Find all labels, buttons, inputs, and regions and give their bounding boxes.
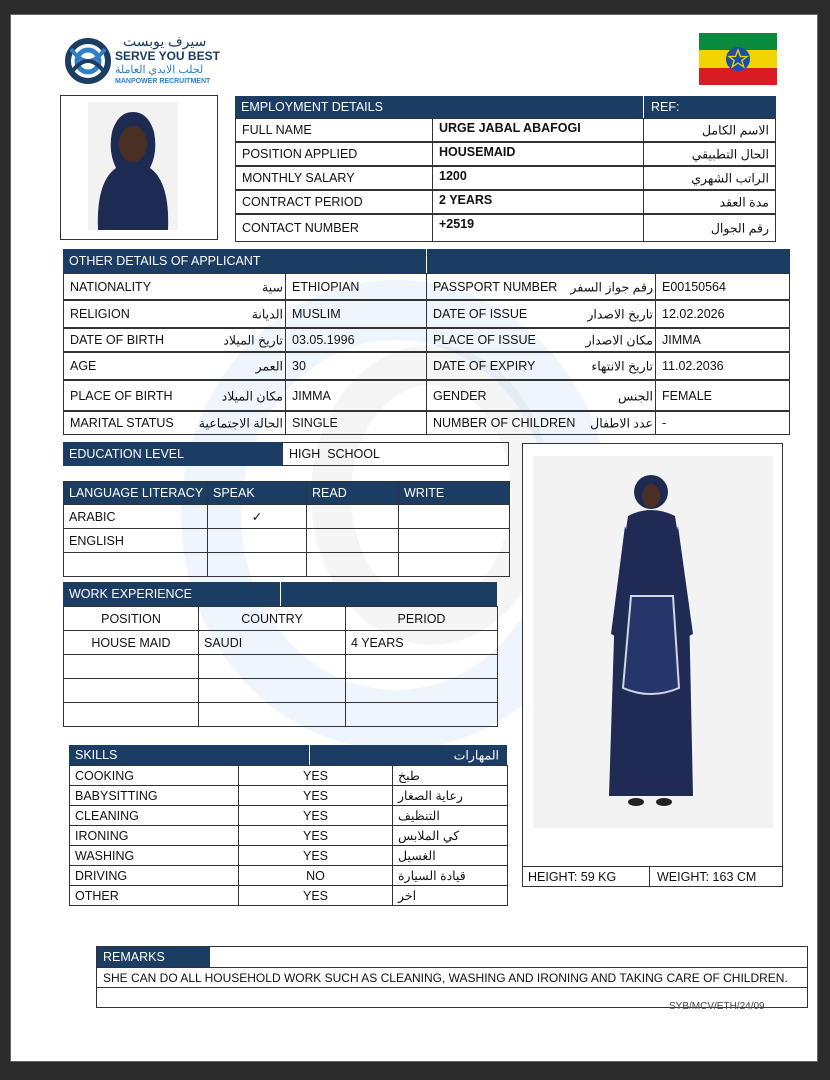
work-header-period: PERIOD <box>346 607 498 631</box>
skill-name: DRIVING <box>70 866 239 886</box>
other-right-label-cell <box>426 411 656 435</box>
other-right-value-cell <box>655 352 790 380</box>
other-left-label: NATIONALITY <box>70 279 152 294</box>
other-right-label: PASSPORT NUMBER <box>433 279 558 294</box>
work-period: 4 YEARS <box>346 631 498 655</box>
work-header-row <box>64 607 498 631</box>
work-row <box>64 655 498 679</box>
skill-row <box>70 886 508 906</box>
skills-table <box>69 765 508 906</box>
employment-value-cell <box>432 142 644 166</box>
remarks-title: REMARKS <box>103 950 165 964</box>
work-position <box>64 679 199 703</box>
other-left-value-cell <box>285 328 427 352</box>
skill-row <box>70 766 508 786</box>
work-position: HOUSE MAID <box>64 631 199 655</box>
remarks-box <box>96 946 808 1008</box>
skill-value: YES <box>239 826 393 846</box>
other-left-value-cell <box>285 300 427 328</box>
measurements-divider <box>649 867 650 887</box>
other-right-value: FEMALE <box>662 388 713 403</box>
skill-name-ar: طبخ <box>393 766 508 786</box>
height-value: HEIGHT: 59 KG <box>528 870 617 884</box>
skill-name: IRONING <box>70 826 239 846</box>
work-country <box>199 679 346 703</box>
employment-label-cell <box>235 118 433 142</box>
other-right-label-cell <box>426 352 656 380</box>
other-left-label-cell <box>63 300 286 328</box>
other-right-label-cell <box>426 273 656 300</box>
other-right-label: PLACE OF ISSUE <box>433 333 536 347</box>
employment-details <box>235 96 776 242</box>
other-left-label-cell <box>63 328 286 352</box>
remarks-header <box>97 947 210 967</box>
other-row <box>63 411 790 435</box>
employment-ar-cell <box>643 214 776 242</box>
other-right-label-ar: مكان الاصدار <box>585 333 653 348</box>
employment-row <box>235 142 776 166</box>
language-table <box>63 481 510 577</box>
other-left-label-ar: العمر <box>255 359 283 374</box>
work-title: WORK EXPERIENCE <box>69 587 192 601</box>
skill-value: YES <box>239 806 393 826</box>
portrait-photo <box>88 102 178 230</box>
skill-name-ar: التنظيف <box>393 806 508 826</box>
skill-row <box>70 806 508 826</box>
skill-name: BABYSITTING <box>70 786 239 806</box>
other-left-label-cell <box>63 273 286 300</box>
employment-value: URGE JABAL ABAFOGI <box>439 121 581 135</box>
skill-row <box>70 826 508 846</box>
other-right-label-ar: رقم جواز السفر <box>570 280 653 294</box>
employment-value-cell <box>432 166 644 190</box>
ref-divider <box>643 96 644 118</box>
other-row <box>63 273 790 300</box>
employment-row <box>235 214 776 242</box>
ref-label: REF: <box>651 100 680 114</box>
other-left-label-cell <box>63 411 286 435</box>
other-right-label-ar: تاريخ الانتهاء <box>591 359 653 374</box>
skill-name-ar: قيادة السيارة <box>393 866 508 886</box>
other-row <box>63 352 790 380</box>
employment-label-cell <box>235 142 433 166</box>
work-period <box>346 703 498 727</box>
other-right-label-ar: الجنس <box>617 389 653 403</box>
measurements-row <box>522 866 783 887</box>
skills-title-ar: المهارات <box>453 748 499 763</box>
other-left-label-ar: سية <box>262 280 283 294</box>
employment-value: 2 YEARS <box>439 193 493 207</box>
other-left-value-cell <box>285 411 427 435</box>
other-left-value: ETHIOPIAN <box>292 279 360 294</box>
other-right-label-cell <box>426 380 656 411</box>
language-write <box>399 505 510 529</box>
work-header-position: POSITION <box>64 607 199 631</box>
employment-ar-cell <box>643 142 776 166</box>
work-row <box>64 631 498 655</box>
other-left-value: 03.05.1996 <box>292 333 355 347</box>
employment-label: CONTRACT PERIOD <box>242 195 363 209</box>
skill-row <box>70 866 508 886</box>
other-row <box>63 380 790 411</box>
other-left-label: PLACE OF BIRTH <box>70 388 173 403</box>
skill-row <box>70 786 508 806</box>
logo-knot-icon <box>63 33 113 89</box>
other-header-divider <box>426 249 427 273</box>
employment-label: MONTHLY SALARY <box>242 171 355 185</box>
work-country <box>199 655 346 679</box>
language-write <box>399 553 510 577</box>
remarks-line <box>97 967 807 968</box>
employment-ar-cell <box>643 118 776 142</box>
other-left-value: JIMMA <box>292 388 331 403</box>
other-left-label-ar: تاريخ الميلاد <box>223 333 283 348</box>
language-row <box>64 553 510 577</box>
employment-ar-cell <box>643 166 776 190</box>
language-header-read: READ <box>307 482 399 505</box>
skill-value: YES <box>239 886 393 906</box>
other-left-label-cell <box>63 352 286 380</box>
other-left-label-ar: مكان الميلاد <box>221 389 283 403</box>
brand-tagline: MANPOWER RECRUITMENT <box>115 78 211 85</box>
employment-title: EMPLOYMENT DETAILS <box>241 100 383 114</box>
skills-header-divider <box>309 745 310 765</box>
skill-name: WASHING <box>70 846 239 866</box>
other-left-label: MARITAL STATUS <box>70 416 174 430</box>
other-right-label: NUMBER OF CHILDREN <box>433 416 576 430</box>
skill-name: COOKING <box>70 766 239 786</box>
language-name: ENGLISH <box>64 529 208 553</box>
other-right-value-cell <box>655 380 790 411</box>
other-right-label-ar: عدد الاطفال <box>590 416 653 431</box>
education-label: EDUCATION LEVEL <box>69 447 185 461</box>
other-right-value-cell <box>655 300 790 328</box>
work-country: SAUDI <box>199 631 346 655</box>
other-left-value: MUSLIM <box>292 307 341 321</box>
language-write <box>399 529 510 553</box>
employment-label-ar: الراتب الشهري <box>691 171 769 186</box>
brand-arabic-name: سيرف يوبست <box>123 33 207 49</box>
brand-arabic-sub: لجلب الايدي العاملة <box>115 64 204 76</box>
skill-name: CLEANING <box>70 806 239 826</box>
other-left-label-ar: الحالة الاجتماعية <box>198 416 283 431</box>
other-right-value: 11.02.2036 <box>662 359 724 373</box>
other-right-label-cell <box>426 328 656 352</box>
language-read <box>307 529 399 553</box>
flag-emblem-icon <box>725 46 751 72</box>
skill-name-ar: كي الملابس <box>393 826 508 846</box>
full-body-frame <box>522 443 783 887</box>
employment-label: CONTACT NUMBER <box>242 221 359 235</box>
other-left-label-cell <box>63 380 286 411</box>
work-position <box>64 655 199 679</box>
skill-row <box>70 846 508 866</box>
employment-value: +2519 <box>439 217 475 231</box>
work-row <box>64 679 498 703</box>
other-right-value: 12.02.2026 <box>662 307 725 321</box>
employment-value: 1200 <box>439 169 467 183</box>
other-right-label-ar: تاريخ الاصدار <box>587 307 653 322</box>
language-row <box>64 529 510 553</box>
other-left-value: 30 <box>292 359 306 373</box>
portrait-frame <box>60 95 218 240</box>
employment-value-cell <box>432 118 644 142</box>
employment-label-ar: رقم الجوال <box>710 221 769 236</box>
work-header-country: COUNTRY <box>199 607 346 631</box>
language-read <box>307 553 399 577</box>
employment-row <box>235 190 776 214</box>
skill-name-ar: الغسيل <box>393 846 508 866</box>
skill-value: YES <box>239 786 393 806</box>
other-left-value-cell <box>285 352 427 380</box>
other-right-value: - <box>662 416 667 430</box>
language-row <box>64 505 510 529</box>
skills-header <box>69 745 507 765</box>
other-left-label: RELIGION <box>70 307 130 321</box>
language-header-row <box>64 482 510 505</box>
language-name <box>64 553 208 577</box>
other-right-value-cell <box>655 273 790 300</box>
skill-name-ar: اخر <box>393 886 508 906</box>
work-table <box>63 606 498 727</box>
other-left-label: DATE OF BIRTH <box>70 333 164 347</box>
language-name: ARABIC <box>64 505 208 529</box>
language-header-write: WRITE <box>399 482 510 505</box>
employment-value-cell <box>432 214 644 242</box>
other-left-value-cell <box>285 273 427 300</box>
employment-label-ar: الحال التطبيقي <box>691 147 769 162</box>
employment-label: FULL NAME <box>242 123 312 137</box>
skill-value: YES <box>239 766 393 786</box>
other-left-value-cell <box>285 380 427 411</box>
other-right-value-cell <box>655 328 790 352</box>
work-row <box>64 703 498 727</box>
other-title: OTHER DETAILS OF APPLICANT <box>69 254 261 268</box>
ethiopia-flag <box>699 33 777 85</box>
other-row <box>63 300 790 328</box>
work-position <box>64 703 199 727</box>
employment-value-cell <box>432 190 644 214</box>
other-right-label: DATE OF EXPIRY <box>433 359 536 373</box>
skills-title: SKILLS <box>75 748 118 762</box>
work-period <box>346 655 498 679</box>
remarks-line-bottom <box>97 987 807 988</box>
employment-row <box>235 118 776 142</box>
company-logo <box>63 33 223 91</box>
education-row <box>63 442 509 466</box>
education-label-cell <box>63 442 282 466</box>
other-right-label: DATE OF ISSUE <box>433 307 528 321</box>
employment-label-cell <box>235 190 433 214</box>
language-speak: ✓ <box>208 505 307 529</box>
employment-label-cell <box>235 214 433 242</box>
cv-page <box>10 14 818 1062</box>
other-row <box>63 328 790 352</box>
education-value-cell <box>282 442 509 466</box>
language-speak <box>208 529 307 553</box>
other-left-value: SINGLE <box>292 416 338 430</box>
education-value: HIGH SCHOOL <box>289 447 380 461</box>
skill-name-ar: رعاية الصغار <box>393 786 508 806</box>
employment-label-cell <box>235 166 433 190</box>
language-header-literacy: LANGUAGE LITERACY <box>64 482 208 505</box>
skill-name: OTHER <box>70 886 239 906</box>
employment-label-ar: مدة العقد <box>719 195 769 210</box>
employment-ar-cell <box>643 190 776 214</box>
other-right-value: JIMMA <box>662 333 701 347</box>
language-header-speak: SPEAK <box>208 482 307 505</box>
employment-label-ar: الاسم الكامل <box>701 123 769 138</box>
employment-label: POSITION APPLIED <box>242 147 358 161</box>
language-read <box>307 505 399 529</box>
other-left-label: AGE <box>70 359 97 373</box>
other-details <box>63 249 790 435</box>
remarks-text: SHE CAN DO ALL HOUSEHOLD WORK SUCH AS CLEANING, WASHING AND IRONING AND TAKING CARE OF CHILDREN. <box>103 971 788 985</box>
other-right-value-cell <box>655 411 790 435</box>
skill-value: YES <box>239 846 393 866</box>
employment-header <box>235 96 776 118</box>
language-speak <box>208 553 307 577</box>
weight-value: WEIGHT: 163 CM <box>657 870 757 884</box>
work-period <box>346 679 498 703</box>
other-right-label-cell <box>426 300 656 328</box>
employment-row <box>235 166 776 190</box>
skill-value: NO <box>239 866 393 886</box>
other-right-value: E00150564 <box>662 279 726 294</box>
other-left-label-ar: الديانة <box>251 307 283 322</box>
employment-value: HOUSEMAID <box>439 145 516 159</box>
work-country <box>199 703 346 727</box>
brand-name: SERVE YOU BEST <box>115 49 220 63</box>
full-body-photo <box>533 456 773 828</box>
work-header-divider <box>280 582 281 606</box>
other-right-label: GENDER <box>433 388 487 403</box>
footer-code: SYB/MCV/ETH/24/09 <box>669 1001 765 1012</box>
